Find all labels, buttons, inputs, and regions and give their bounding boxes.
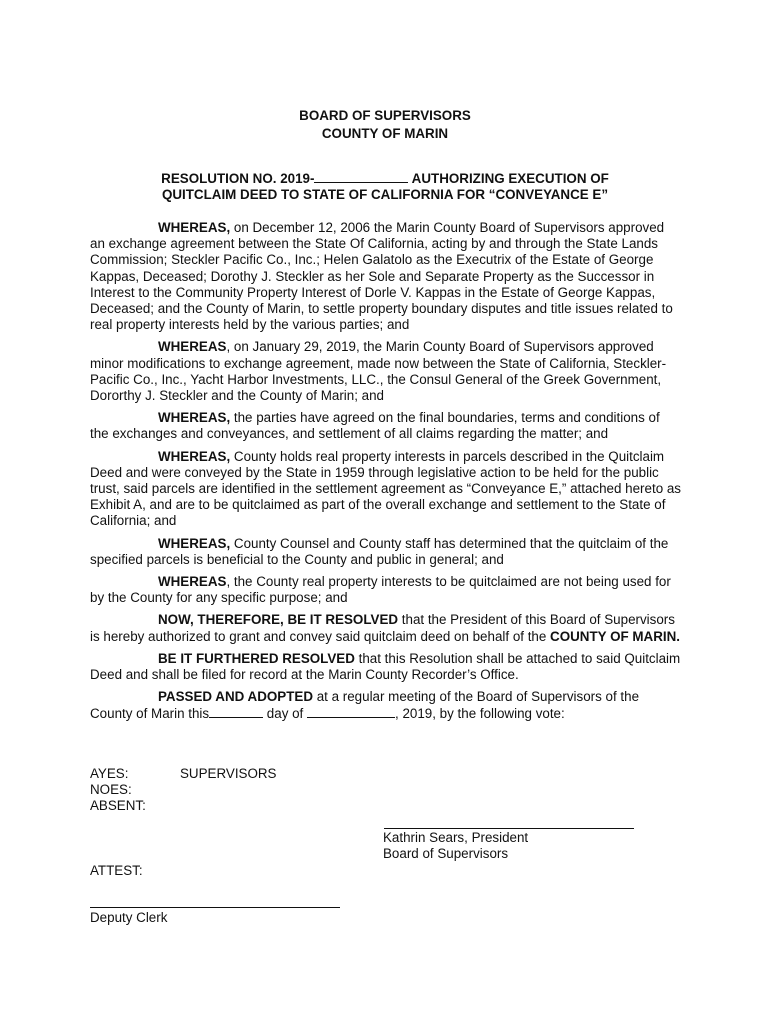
ayes-label: AYES: (90, 766, 129, 781)
vote-tally (90, 766, 277, 814)
paragraph-text: at a regular meeting of the Board of Supervisors of the County of Marin this (90, 689, 640, 722)
paragraph-text: County holds real property interests in parcels described in the Quitclaim Deed and were conveyed by the State in 1959 through legislative action to be held for the public trust, said parcels are identified in the settlement agreement as “Conveyance E,” attached hereto as Exhibit A, and are to be quitclaimed as part of the overall exchange and settlement to the State of California; and (90, 448, 681, 529)
whereas-keyword: WHEREAS, (158, 535, 231, 551)
passed-adopted-keyword: PASSED AND ADOPTED (158, 689, 313, 705)
ayes-row (90, 766, 277, 782)
whereas-paragraph-4 (90, 449, 682, 530)
resolution-title-suffix: AUTHORIZING EXECUTION OF (408, 171, 609, 186)
whereas-keyword: WHEREAS (158, 339, 227, 355)
president-signature-line (384, 828, 634, 829)
paragraph-text: day of (263, 706, 307, 722)
resolution-title-line2: QUITCLAIM DEED TO STATE OF CALIFORNIA FOR “CONVEYANCE E” (161, 187, 609, 202)
noes-row (90, 782, 277, 798)
day-blank (209, 705, 263, 718)
resolution-number-blank (314, 170, 408, 183)
county-heading: COUNTY OF MARIN (321, 126, 449, 141)
whereas-keyword: WHEREAS (158, 574, 227, 590)
further-resolved-paragraph (90, 651, 682, 683)
whereas-paragraph-2 (90, 339, 682, 404)
paragraph-text: , the County real property interests to be quitclaimed are not being used for by the County for any specific purpose; and (90, 574, 671, 606)
month-blank (307, 705, 395, 718)
deputy-clerk-label: Deputy Clerk (90, 910, 168, 925)
clerk-signature-line (90, 907, 340, 908)
president-name: Kathrin Sears, President (383, 830, 529, 845)
whereas-paragraph-6 (90, 574, 682, 606)
county-name-bold: COUNTY OF MARIN. (550, 628, 680, 644)
president-title: Board of Supervisors (383, 846, 509, 861)
board-heading: BOARD OF SUPERVISORS (299, 108, 471, 123)
resolved-keyword: NOW, THEREFORE, BE IT RESOLVED (158, 612, 399, 628)
paragraph-text: , 2019, by the following vote: (395, 706, 565, 722)
absent-label: ABSENT: (90, 798, 146, 813)
whereas-paragraph-3 (90, 410, 682, 442)
whereas-keyword: WHEREAS, (158, 448, 231, 464)
absent-row (90, 798, 277, 814)
further-resolved-keyword: BE IT FURTHERED RESOLVED (158, 650, 355, 666)
paragraph-text: , on January 29, 2019, the Marin County Board of Supervisors approved minor modifications to exchange agreement, made now between the State of California, Steckler-Pacific Co., Inc., Yacht Harbor Investments, LLC., the Consul General of the Greek Government, Dororthy J. Steckler and the County of Marin; and (90, 339, 667, 404)
attest-label: ATTEST: (90, 863, 143, 878)
passed-adopted-paragraph (90, 689, 682, 722)
whereas-paragraph-5 (90, 536, 682, 568)
paragraph-text: that the President of this Board of Supervisors is hereby authorized to grant and convey said quitclaim deed on behalf of the (90, 612, 675, 644)
paragraph-text: the parties have agreed on the final boundaries, terms and conditions of the exchanges and conveyances, and settlement of all claims regarding the matter; and (90, 410, 660, 442)
whereas-paragraph-1 (90, 220, 682, 333)
ayes-value: SUPERVISORS (180, 766, 277, 781)
whereas-keyword: WHEREAS, (158, 220, 231, 235)
noes-label: NOES: (90, 782, 132, 797)
resolution-body (90, 220, 682, 729)
paragraph-text: on December 12, 2006 the Marin County Board of Supervisors approved an exchange agreement between the State Of California, acting by and through the State Lands Commission; Steckler Pacific Co., Inc.; Helen Galatolo as the Executrix of the Estate of George Kappas, Deceased; Dorothy J. Steckler as her Sole and Separate Property as the Successor in Interest to the Community Property Interest of Dorle V. Kappas in the Estate of George Kappas, Deceased; and the County of Marin, to settle property boundary disputes and title issues related to real property interests held by the various parties; and (90, 220, 673, 333)
paragraph-text: County Counsel and County staff has determined that the quitclaim of the specified parcels is beneficial to the County and public in general; and (90, 535, 669, 567)
resolved-paragraph (90, 612, 682, 644)
whereas-keyword: WHEREAS, (158, 410, 231, 426)
paragraph-text: that this Resolution shall be attached to said Quitclaim Deed and shall be filed for record at the Marin County Recorder’s Office. (90, 650, 681, 683)
resolution-number-prefix: RESOLUTION NO. 2019- (161, 171, 315, 186)
